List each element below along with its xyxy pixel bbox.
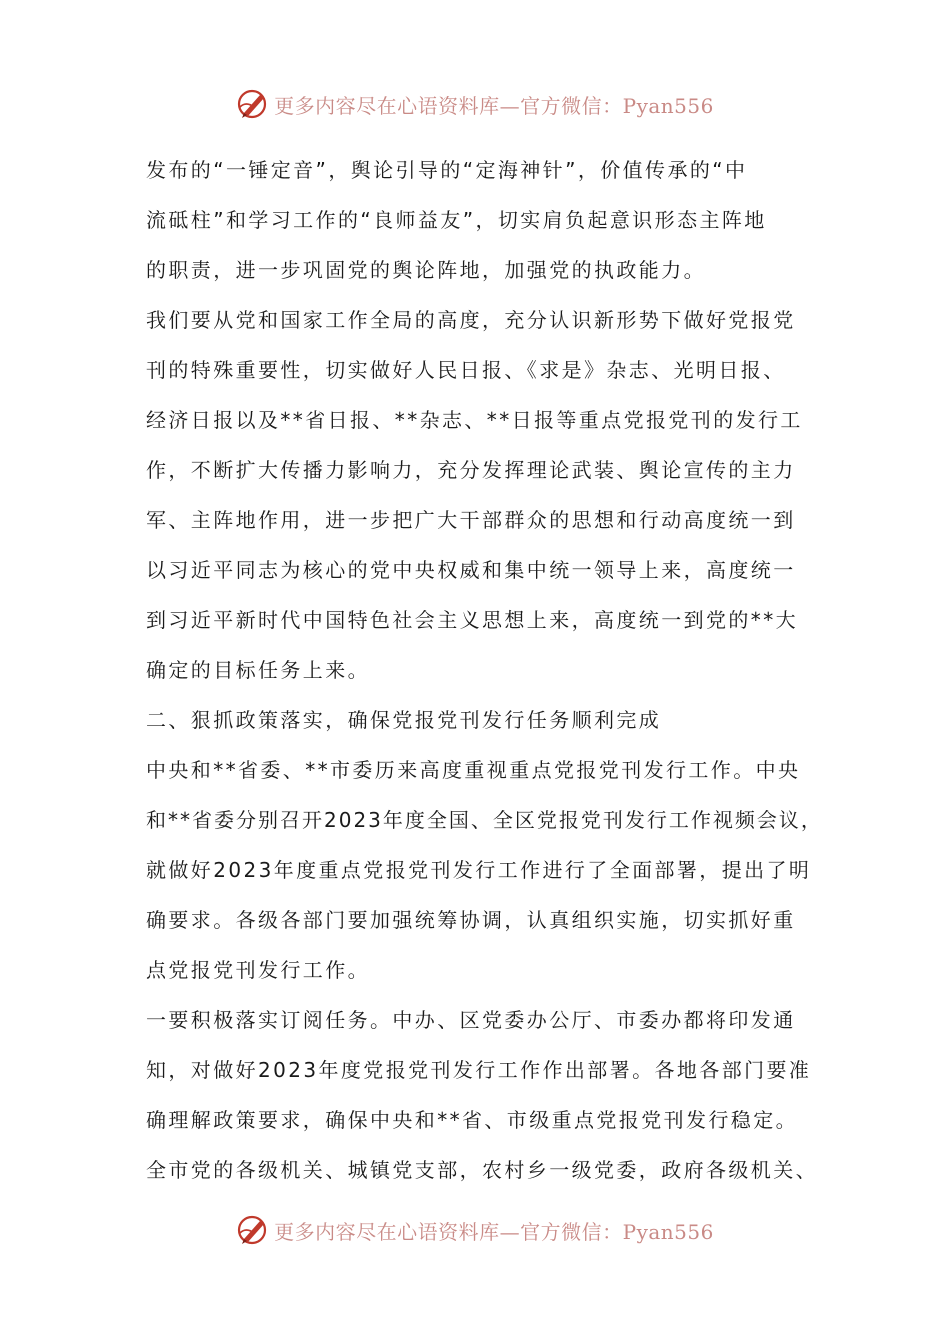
text-line: 全市党的各级机关、城镇党支部，农村乡一级党委，政府各级机关、 bbox=[146, 1158, 818, 1182]
text-line: 点党报党刊发行工作。 bbox=[146, 958, 370, 982]
footer-watermark bbox=[0, 1210, 950, 1250]
text-line: 经济日报以及**省日报、**杂志、**日报等重点党报党刊的发行工 bbox=[146, 408, 803, 432]
watermark-text: 更多内容尽在心语资料库—官方微信：Pyan556 bbox=[274, 93, 714, 118]
text-line: 军、主阵地作用，进一步把广大干部群众的思想和行动高度统一到 bbox=[146, 508, 796, 532]
text-line: 二、狠抓政策落实，确保党报党刊发行任务顺利完成 bbox=[146, 708, 662, 732]
text-line: 的职责，进一步巩固党的舆论阵地，加强党的执政能力。 bbox=[146, 258, 706, 282]
text-line: 就做好2023年度重点党报党刊发行工作进行了全面部署，提出了明 bbox=[146, 858, 812, 882]
text-line: 作，不断扩大传播力影响力，充分发挥理论武装、舆论宣传的主力 bbox=[146, 458, 796, 482]
text-line: 确理解政策要求，确保中央和**省、市级重点党报党刊发行稳定。 bbox=[146, 1108, 798, 1132]
text-line: 流砥柱”和学习工作的“良师益友”，切实肩负起意识形态主阵地 bbox=[146, 208, 767, 232]
text-line: 一要积极落实订阅任务。中办、区党委办公厅、市委办都将印发通 bbox=[146, 1008, 796, 1032]
header-watermark bbox=[0, 84, 950, 124]
text-line: 确定的目标任务上来。 bbox=[146, 658, 370, 682]
document-body bbox=[146, 145, 826, 1195]
text-line: 我们要从党和国家工作全局的高度，充分认识新形势下做好党报党 bbox=[146, 308, 796, 332]
text-line: 发布的“一锤定音”，舆论引导的“定海神针”，价值传承的“中 bbox=[146, 158, 748, 182]
watermark-text: 更多内容尽在心语资料库—官方微信：Pyan556 bbox=[274, 1219, 714, 1244]
text-line: 确要求。各级各部门要加强统筹协调，认真组织实施，切实抓好重 bbox=[146, 908, 796, 932]
text-line: 以习近平同志为核心的党中央权威和集中统一领导上来，高度统一 bbox=[146, 558, 796, 582]
text-line: 知，对做好2023年度党报党刊发行工作作出部署。各地各部门要准 bbox=[146, 1058, 812, 1082]
text-line: 刊的特殊重要性，切实做好人民日报、《求是》杂志、光明日报、 bbox=[146, 358, 786, 382]
text-line: 和**省委分别召开2023年度全国、全区党报党刊发行工作视频会议， bbox=[146, 808, 823, 832]
text-line: 到习近平新时代中国特色社会主义思想上来，高度统一到党的**大 bbox=[146, 608, 798, 632]
pen-logo-icon bbox=[236, 1213, 270, 1247]
text-line: 中央和**省委、**市委历来高度重视重点党报党刊发行工作。中央 bbox=[146, 758, 801, 782]
pen-logo-icon bbox=[236, 87, 270, 121]
